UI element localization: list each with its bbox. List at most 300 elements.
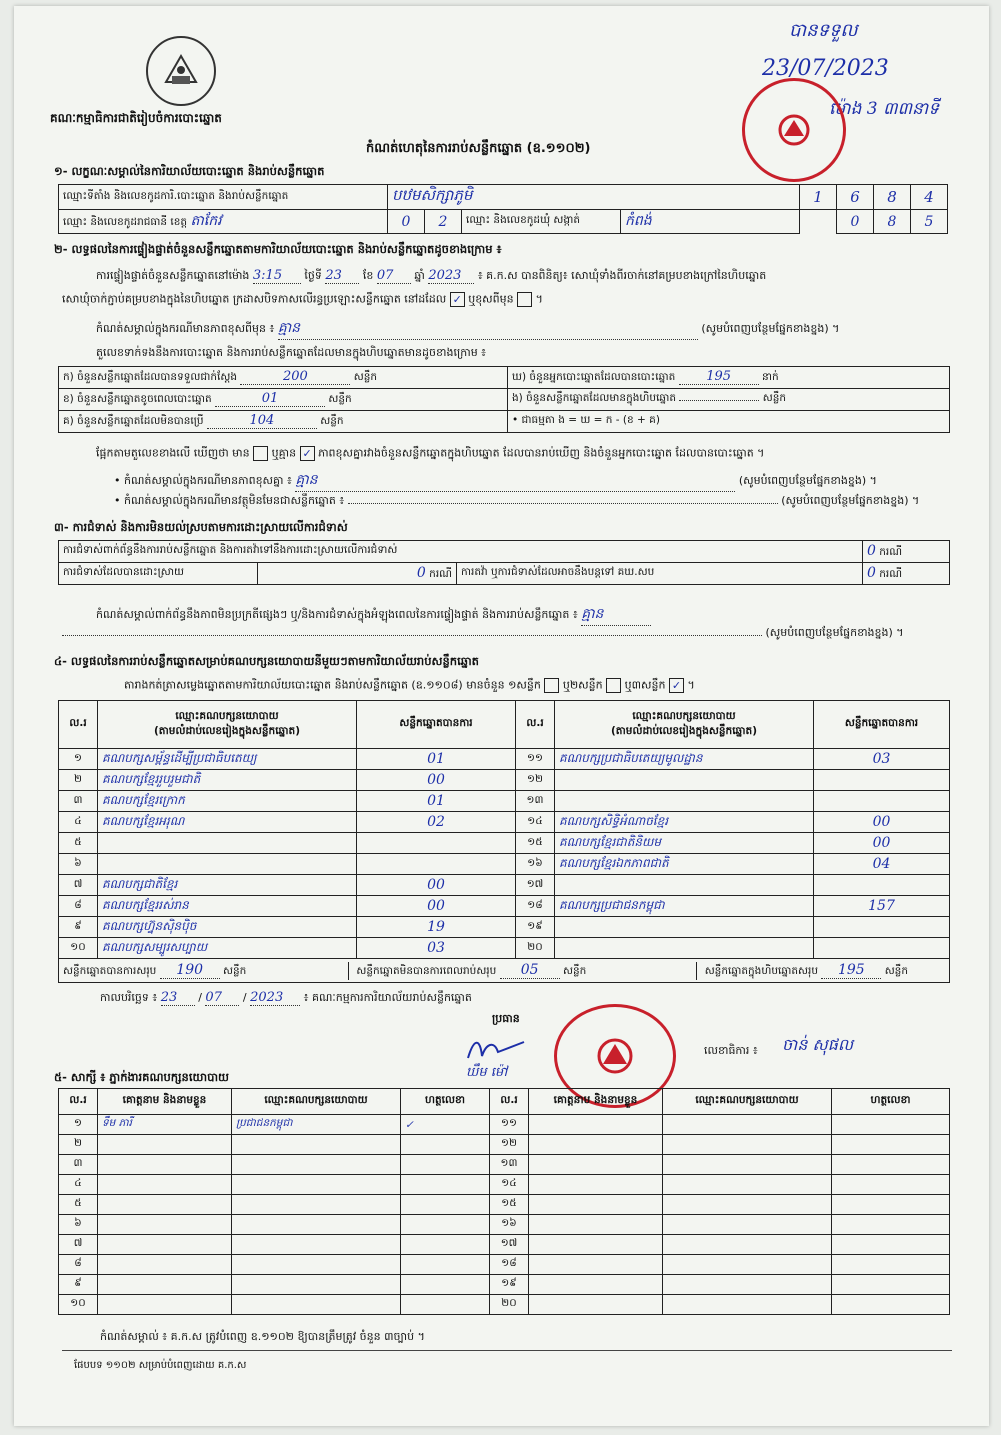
party-name: គណបក្សខ្មែរឯកភាពជាតិ	[555, 854, 814, 875]
witness-party	[663, 1235, 832, 1255]
witness-sign	[401, 1275, 490, 1295]
party-no: ១៣	[516, 791, 555, 812]
witness-party	[232, 1295, 401, 1315]
sheet-unit: សន្លឹក	[884, 964, 909, 977]
witness-no: ១៣	[490, 1155, 529, 1175]
w-col-sign: ហត្ថលេខា	[832, 1089, 950, 1115]
count-row-e	[508, 389, 950, 411]
party-no: ១៩	[516, 917, 555, 938]
dotted-line	[62, 635, 762, 636]
witness-no: ១៤	[490, 1175, 529, 1195]
witness-sign	[832, 1295, 950, 1315]
witness-sign	[401, 1175, 490, 1195]
w-col-no: ល.រ	[490, 1089, 529, 1115]
col-party-title: ឈ្មោះគណបក្សនយោបាយ	[175, 709, 279, 722]
party-name: គណបក្សសិទ្ធិអំណាចខ្មែរ	[555, 812, 814, 833]
made-line: កាលបរិច្ឆេទ ៖ 23 / 07 / 2023 ៖ គណៈកម្មការការិយាល័យរាប់សន្លឹកឆ្នោត	[100, 990, 472, 1005]
witness-sign	[401, 1295, 490, 1315]
count-value: 200	[240, 369, 350, 385]
case-unit: ករណី	[429, 567, 452, 580]
results-table	[58, 700, 950, 983]
party-name	[555, 917, 814, 938]
results-row	[59, 896, 950, 917]
witness-sign	[832, 1215, 950, 1235]
party-no: ១៦	[516, 854, 555, 875]
witness-row	[59, 1215, 950, 1235]
totals-row	[59, 959, 950, 983]
results-body	[59, 749, 950, 959]
witness-row	[59, 1115, 950, 1135]
party-no: ១២	[516, 770, 555, 791]
witness-party	[232, 1255, 401, 1275]
verify-text-2: ៖ គ.ក.ស បានពិនិត្យ៖ សោឃុំទាំងពីរចាក់នៅគម្របខាងក្រៅនៃហិបឆ្នោត	[477, 269, 767, 282]
w-col-party: ឈ្មោះគណបក្សនយោបាយ	[232, 1089, 401, 1115]
party-votes: 04	[814, 854, 950, 875]
witness-no: ១៩	[490, 1275, 529, 1295]
verify-year: 2023	[428, 268, 474, 284]
col-party	[98, 701, 357, 749]
party-no: ៦	[59, 854, 98, 875]
intro-text: តារាងកត់ត្រាសម្លេងឆ្នោតតាមការិយាល័យបោះឆ្នោត និងរាប់សន្លឹកឆ្នោត (ឧ.១១០៨) មានចំនួន ១សន្លឹក	[124, 678, 541, 692]
witness-name	[98, 1175, 232, 1195]
same-checkbox[interactable]: ✓	[450, 292, 465, 307]
witness-name	[529, 1255, 663, 1275]
compare-text-3: ភាពខុសគ្នារវាងចំនួនសន្លឹកឆ្នោតក្នុងហិបឆ្នោត ដែលបានរាប់ឃើញ និងចំនួនអ្នកបោះឆ្នោត ដែលបានបោះឆ្នោត ។	[318, 446, 765, 460]
witness-sign	[832, 1155, 950, 1175]
intro-text-2: ឬ២សន្លឹក	[562, 678, 603, 692]
witness-row	[59, 1255, 950, 1275]
official-stamp-top	[742, 78, 846, 182]
witness-party	[232, 1135, 401, 1155]
witness-sign	[832, 1135, 950, 1155]
col-votes: សន្លឹកឆ្នោតបានការ	[357, 701, 516, 749]
form-title: កំណត់ហេតុនៃការរាប់សន្លឹកឆ្នោត (ឧ.១១០២)	[366, 141, 591, 156]
witness-party	[232, 1175, 401, 1195]
year-label: ឆ្នាំ	[414, 269, 425, 282]
party-votes: 01	[357, 749, 516, 770]
received-date: 23/07/2023	[762, 56, 889, 81]
objection-count: 0	[867, 542, 876, 559]
verify-day: 23	[325, 268, 359, 284]
district-value: តាកែវ	[190, 213, 222, 229]
party-name	[555, 875, 814, 896]
witness-party	[663, 1295, 832, 1315]
witness-no: ២	[59, 1135, 98, 1155]
made-day: 23	[161, 990, 195, 1006]
party-no: ១៧	[516, 875, 555, 896]
col-no: ល.រ	[59, 701, 98, 749]
party-no: ៧	[59, 875, 98, 896]
witness-name	[529, 1115, 663, 1135]
witness-no: ១៥	[490, 1195, 529, 1215]
chairman-name: ឃឹម ម៉ៅ	[466, 1065, 508, 1080]
witness-no: ១៦	[490, 1215, 529, 1235]
witness-no: ១០	[59, 1295, 98, 1315]
count-row-b	[59, 389, 508, 411]
witness-name	[529, 1135, 663, 1155]
party-name: គណបក្សខ្មែររួបរួមជាតិ	[98, 770, 357, 791]
w-col-no: ល.រ	[59, 1089, 98, 1115]
results-row	[59, 854, 950, 875]
witness-party: ប្រជាជនកម្ពុជា	[232, 1115, 401, 1135]
footer-form-note: ផែបបទ ១១០២ សម្រាប់បំពេញដោយ គ.ក.ស	[74, 1360, 247, 1371]
party-name	[98, 833, 357, 854]
station-code-digit: 8	[874, 185, 911, 210]
col-party-sub: (តាមលំដាប់លេខរៀងក្នុងសន្លឹកឆ្នោត)	[610, 724, 758, 737]
objection-row-3: ការតវ៉ា ឬការជំទាស់ដែលអាចនឹងបន្តទៅ គឃ.សប	[457, 563, 863, 585]
witness-name	[98, 1215, 232, 1235]
verify-month: 07	[377, 268, 411, 284]
commune-value: កំពង់	[621, 210, 800, 234]
results-row	[59, 833, 950, 854]
total-invalid-value: 05	[500, 962, 560, 979]
party-votes: 00	[357, 770, 516, 791]
results-row	[59, 875, 950, 896]
witness-sign	[832, 1175, 950, 1195]
witness-row	[59, 1135, 950, 1155]
party-votes	[814, 875, 950, 896]
district-code-digit: 0	[388, 210, 425, 234]
total-box-value: 195	[821, 962, 881, 979]
witness-party	[232, 1155, 401, 1175]
footer-note: កំណត់សម្គាល់ ៖ គ.ក.ស ត្រូវបំពេញ ឧ.១១០២ ឱ្យបានត្រឹមត្រូវ ចំនួន ៣ច្បាប់ ។	[100, 1330, 425, 1343]
witness-party	[663, 1115, 832, 1135]
count-value: 104	[207, 413, 317, 429]
witness-no: ៤	[59, 1175, 98, 1195]
witness-no: ១២	[490, 1135, 529, 1155]
objection-row-1: ការជំទាស់ពាក់ព័ន្ធនឹងការរាប់សន្លឹកឆ្នោត និងការតវ៉ាទៅនឹងការដោះស្រាយលើការជំទាស់	[59, 541, 863, 563]
no-difference-checkbox[interactable]: ✓	[300, 446, 315, 461]
party-name: គណបក្សខ្មែររស់រាន	[98, 896, 357, 917]
count-label: ក) ចំនួនសន្លឹកឆ្នោតដែលបានទទួលជាក់ស្តែង	[63, 371, 238, 383]
section3-title: ៣- ការជំទាស់ និងការមិនយល់ស្របតាមការដោះស្រាយលើការជំទាស់	[54, 520, 348, 534]
section5-title: ៥- សាក្សី ៖ ភ្នាក់ងារគណបក្សនយោបាយ	[54, 1070, 229, 1084]
w-col-sign: ហត្ថលេខា	[401, 1089, 490, 1115]
witness-sign	[832, 1275, 950, 1295]
note-value-1: គ្មាន	[278, 318, 698, 340]
station-code-digit: 6	[837, 185, 874, 210]
witness-table	[58, 1088, 950, 1315]
witness-no: ៣	[59, 1155, 98, 1175]
party-name: គណបក្សខ្មែរជាតិនិយម	[555, 833, 814, 854]
section1-table	[58, 184, 948, 234]
party-name: គណបក្សខ្មែរអរុណ	[98, 812, 357, 833]
objection-row-2: ការជំទាស់ដែលបានដោះស្រាយ	[59, 563, 258, 585]
party-votes: 00	[814, 833, 950, 854]
party-votes: 01	[357, 791, 516, 812]
witness-sign	[401, 1235, 490, 1255]
month-label: ខែ	[362, 269, 374, 282]
results-row	[59, 812, 950, 833]
results-row	[59, 749, 950, 770]
results-row	[59, 938, 950, 959]
party-name	[555, 938, 814, 959]
party-no: ៣	[59, 791, 98, 812]
count-row-a	[59, 367, 508, 389]
witness-name	[98, 1275, 232, 1295]
party-votes: 03	[814, 749, 950, 770]
count-label: គ) ចំនួនសន្លឹកឆ្នោតដែលមិនបានប្រើ	[63, 415, 204, 427]
nec-logo	[146, 36, 216, 106]
witness-no: ១៨	[490, 1255, 529, 1275]
party-no: ៤	[59, 812, 98, 833]
commune-label: ឈ្មោះ និងលេខកូដឃុំ សង្កាត់	[462, 210, 621, 234]
party-votes	[814, 938, 950, 959]
verify-text-4: ឬខុសពីមុន	[468, 292, 514, 306]
count-row-c	[59, 411, 508, 433]
party-name: គណបក្សហ្វ៊ុនស៊ិនប៉ិច	[98, 917, 357, 938]
count-label: ង) ចំនួនសន្លឹកឆ្នោតដែលមានក្នុងហិបឆ្នោត	[512, 392, 677, 404]
total-valid-value: 190	[160, 962, 220, 979]
note-label-3: • កំណត់សម្គាល់ក្នុងករណីមានវត្ថុមិនមែនជាសន្លឹកឆ្នោត ៖	[114, 494, 345, 507]
witness-no: ៦	[59, 1215, 98, 1235]
witness-party	[232, 1235, 401, 1255]
witness-name	[529, 1175, 663, 1195]
count-unit: សន្លឹក	[320, 415, 344, 427]
party-no: ២	[59, 770, 98, 791]
w-col-party: ឈ្មោះគណបក្សនយោបាយ	[663, 1089, 832, 1115]
sheet-unit: សន្លឹក	[563, 964, 587, 977]
total-box-label: សន្លឹកឆ្នោតក្នុងហិបឆ្នោតសរុប	[704, 964, 818, 977]
received-time: ម៉ោង 3 ៣៣នាទី	[829, 99, 940, 119]
station-value: បឋមសិក្សាភូមិ	[388, 185, 800, 210]
witness-row	[59, 1295, 950, 1315]
intro-text-3: ឬ៣សន្លឹក	[624, 678, 666, 692]
witness-name	[98, 1195, 232, 1215]
witness-party	[663, 1275, 832, 1295]
witness-sign	[401, 1155, 490, 1175]
party-votes	[814, 770, 950, 791]
total-invalid-cell	[352, 962, 697, 980]
party-votes: 03	[357, 938, 516, 959]
station-code-digit: 4	[911, 185, 948, 210]
party-no: ២០	[516, 938, 555, 959]
counts-table	[58, 366, 950, 433]
witness-party	[663, 1195, 832, 1215]
results-row	[59, 791, 950, 812]
col-no: ល.រ	[516, 701, 555, 749]
witness-name	[98, 1255, 232, 1275]
section3-note-suffix: (សូមបំពេញបន្ថែមផ្នែកខាងខ្នង) ។	[765, 626, 904, 639]
count-value-empty	[679, 400, 759, 401]
party-no: ៩	[59, 917, 98, 938]
has-difference-checkbox[interactable]	[253, 446, 268, 461]
made-month: 07	[205, 990, 239, 1006]
witness-row	[59, 1195, 950, 1215]
district-label-text: ឈ្មោះ និងលេខកូដរាជធានី ខេត្ត	[63, 216, 188, 228]
section1-title: ១- លក្ខណៈសម្គាល់នៃការិយាល័យបោះឆ្នោត និងរាប់សន្លឹកឆ្នោត	[54, 164, 325, 178]
party-name: គណបក្សជាតិខ្មែរ	[98, 875, 357, 896]
total-valid-cell	[59, 962, 349, 980]
note-line-1	[96, 318, 966, 340]
w-col-name: គោត្តនាម និងនាមខ្លួន	[529, 1089, 663, 1115]
verify-line-1	[96, 268, 966, 285]
formula-cell: • ជាធម្មតា ង = ឃ = ក - (ខ + គ)	[508, 411, 950, 433]
note-line-3	[114, 494, 974, 510]
section2-title: ២- លទ្ធផលនៃការផ្ទៀងផ្ទាត់ចំនួនសន្លឹកឆ្នោតតាមការិយាល័យបោះឆ្នោត និងរាប់សន្លឹកឆ្នោតដូចខាងក្រោម ៖	[54, 242, 502, 256]
compare-text: ផ្អែកតាមតួលេខខាងលើ ឃើញថា មាន	[96, 446, 250, 460]
note-label-2: • កំណត់សម្គាល់ក្នុងករណីមានភាពខុសគ្នា ៖	[114, 474, 292, 487]
witness-name	[529, 1235, 663, 1255]
col-party-title: ឈ្មោះគណបក្សនយោបាយ	[632, 709, 736, 722]
witness-sign	[401, 1195, 490, 1215]
objection-row-2-value	[258, 563, 457, 585]
witness-name	[98, 1155, 232, 1175]
witness-party	[232, 1195, 401, 1215]
station-label: ឈ្មោះទីតាំង និងលេខកូដការិ.បោះឆ្នោត និងរាប់សន្លឹកឆ្នោត	[59, 185, 388, 210]
note-line-2	[114, 470, 974, 492]
results-row	[59, 770, 950, 791]
witness-sign	[401, 1135, 490, 1155]
witness-row	[59, 1175, 950, 1195]
different-checkbox[interactable]	[517, 292, 532, 307]
witness-party	[232, 1275, 401, 1295]
verify-text: ការផ្ទៀងផ្ទាត់ចំនួនសន្លឹកឆ្នោតនៅម៉ោង	[96, 269, 250, 282]
received-label: បានទទួល	[789, 20, 858, 41]
party-name: គណបក្សសម្បូរសប្បាយ	[98, 938, 357, 959]
objection-count: 0	[416, 564, 426, 581]
witness-no: ១	[59, 1115, 98, 1135]
count-unit: សន្លឹក	[353, 371, 378, 383]
witness-sign	[401, 1215, 490, 1235]
made-year: 2023	[250, 990, 300, 1006]
witness-name	[529, 1195, 663, 1215]
witness-name	[98, 1135, 232, 1155]
witness-name: ទឹម ភារី	[98, 1115, 232, 1135]
commune-code-digit: 8	[874, 210, 911, 234]
witness-sign	[832, 1235, 950, 1255]
station-code-digit: 1	[800, 185, 837, 210]
witness-no: ៧	[59, 1235, 98, 1255]
witness-sign	[832, 1255, 950, 1275]
count-unit: សន្លឹក	[762, 392, 787, 404]
party-votes: 19	[357, 917, 516, 938]
section3-note-label: កំណត់សម្គាល់ពាក់ព័ន្ធនឹងភាពមិនប្រក្រតីផ្សេងៗ ឬ/និងការជំទាស់ក្នុងអំឡុងពេលនៃការផ្ទៀងផ្ទាត់ និងការរាប់សន្លឹកឆ្នោត ៖	[96, 608, 578, 621]
witness-no: ១៧	[490, 1235, 529, 1255]
witness-name	[98, 1295, 232, 1315]
party-no: ៨	[59, 896, 98, 917]
party-votes: 00	[814, 812, 950, 833]
day-label: ថ្ងៃទី	[304, 269, 322, 282]
commune-code-spacer	[800, 210, 837, 234]
section3-note-line	[62, 626, 962, 642]
witness-no: ១១	[490, 1115, 529, 1135]
org-name: គណៈកម្មាធិការជាតិរៀបចំការបោះឆ្នោត	[50, 111, 222, 125]
objection-count: 0	[867, 564, 876, 581]
count-label: ខ) ចំនួនសន្លឹកឆ្នោតខូចពេលបោះឆ្នោត	[63, 393, 212, 405]
note-label-1: កំណត់សម្គាល់ក្នុងករណីមានភាពខុសពីមុន ៖	[96, 322, 275, 335]
col-party-sub: (តាមលំដាប់លេខរៀងក្នុងសន្លឹកឆ្នោត)	[153, 724, 301, 737]
one-sheet-checkbox[interactable]	[544, 678, 559, 693]
party-name	[555, 791, 814, 812]
witness-party	[663, 1255, 832, 1275]
section4-intro: តារាងកត់ត្រាសម្លេងឆ្នោតតាមការិយាល័យបោះឆ្នោត និងរាប់សន្លឹកឆ្នោត (ឧ.១១០៨) មានចំនួន ១សន្លឹក ឬ២សន្លឹក ឬ៣សន្លឹក ✓ ។	[124, 678, 695, 692]
party-name: គណបក្សខ្មែរក្រោក	[98, 791, 357, 812]
chairman-label: ប្រធាន	[492, 1012, 520, 1025]
district-label	[59, 210, 388, 234]
w-col-name: គោត្តនាម និងនាមខ្លួន	[98, 1089, 232, 1115]
party-votes: 02	[357, 812, 516, 833]
section4-title: ៤- លទ្ធផលនៃការរាប់សន្លឹកឆ្នោតសម្រាប់គណបក្សនយោបាយនីមួយៗតាមការិយាល័យរាប់សន្លឹកឆ្នោត	[54, 654, 479, 668]
party-votes	[814, 791, 950, 812]
party-name: គណបក្សប្រជាជនកម្ពុជា	[555, 896, 814, 917]
secretary-signature: ចាន់ សុផល	[782, 1035, 854, 1054]
section3-note	[96, 604, 976, 626]
footer-divider	[62, 1350, 952, 1351]
verify-time: 3:15	[253, 268, 301, 284]
witness-party	[232, 1215, 401, 1235]
case-unit: ករណី	[879, 567, 903, 580]
commune-code-digit: 5	[911, 210, 948, 234]
verify-line-2: សោឃុំចាក់ភ្ជាប់គម្របខាងក្នុងនៃហិបឆ្នោត ក្រដាសបិទភាសលើរន្ធប្រឡោះសន្លឹកឆ្នោត នៅដដែល ✓ ឬខុសពីមុន ។	[62, 292, 543, 306]
sheet-unit: សន្លឹក	[223, 964, 247, 977]
count-unit: នាក់	[761, 371, 779, 383]
party-name: គណបក្សប្រជាធិបតេយ្យមូលដ្ឋាន	[555, 749, 814, 770]
case-unit: ករណី	[879, 545, 903, 558]
party-no: ១៥	[516, 833, 555, 854]
party-no: ១០	[59, 938, 98, 959]
three-sheet-checkbox[interactable]: ✓	[669, 678, 684, 693]
party-votes: 00	[357, 896, 516, 917]
party-name	[98, 854, 357, 875]
count-value: 195	[679, 369, 759, 385]
witness-body	[59, 1115, 950, 1315]
witness-row	[59, 1235, 950, 1255]
secretary-label: លេខាធិការ ៖	[704, 1044, 758, 1057]
witness-no: ៩	[59, 1275, 98, 1295]
counts-intro: តួលេខទាក់ទងនឹងការបោះឆ្នោត និងការរាប់សន្លឹកឆ្នោតដែលមានក្នុងហិបឆ្នោតមានដូចខាងក្រោម ៖	[96, 346, 487, 359]
witness-name	[529, 1275, 663, 1295]
witness-row	[59, 1155, 950, 1175]
two-sheet-checkbox[interactable]	[606, 678, 621, 693]
party-no: ១៤	[516, 812, 555, 833]
note-suffix-3: (សូមបំពេញបន្ថែមផ្នែកខាងខ្នង) ។	[781, 494, 920, 507]
witness-name	[98, 1235, 232, 1255]
witness-party	[663, 1135, 832, 1155]
col-party	[555, 701, 814, 749]
compare-text-2: ឬគ្មាន	[271, 446, 297, 460]
witness-sign	[401, 1255, 490, 1275]
verify-text-3: សោឃុំចាក់ភ្ជាប់គម្របខាងក្នុងនៃហិបឆ្នោត ក្រដាសបិទភាសលើរន្ធប្រឡោះសន្លឹកឆ្នោត នៅដដែល	[62, 292, 447, 306]
section3-table	[58, 540, 950, 585]
party-votes: 00	[357, 875, 516, 896]
col-votes: សន្លឹកឆ្នោតបានការ	[814, 701, 950, 749]
witness-row	[59, 1275, 950, 1295]
party-name	[555, 770, 814, 791]
witness-party	[663, 1155, 832, 1175]
witness-sign: ✓	[401, 1115, 490, 1135]
note-value-2: គ្មាន	[295, 470, 735, 492]
witness-party	[663, 1215, 832, 1235]
witness-no: ៥	[59, 1195, 98, 1215]
witness-no: ៨	[59, 1255, 98, 1275]
party-name: គណបក្សសម្ព័ន្ធដើម្បីប្រជាធិបតេយ្យ	[98, 749, 357, 770]
witness-sign	[832, 1195, 950, 1215]
party-votes: 157	[814, 896, 950, 917]
party-no: ១៨	[516, 896, 555, 917]
count-value: 01	[215, 391, 325, 407]
witness-no: ២០	[490, 1295, 529, 1315]
made-label: កាលបរិច្ឆេទ ៖	[100, 991, 158, 1004]
count-unit: សន្លឹក	[328, 393, 352, 405]
witness-name	[529, 1215, 663, 1235]
party-votes	[814, 917, 950, 938]
district-code-digit: 2	[425, 210, 462, 234]
section3-note-value: គ្មាន	[581, 604, 651, 626]
commune-code-digit: 0	[837, 210, 874, 234]
witness-name	[529, 1155, 663, 1175]
party-no: ១	[59, 749, 98, 770]
